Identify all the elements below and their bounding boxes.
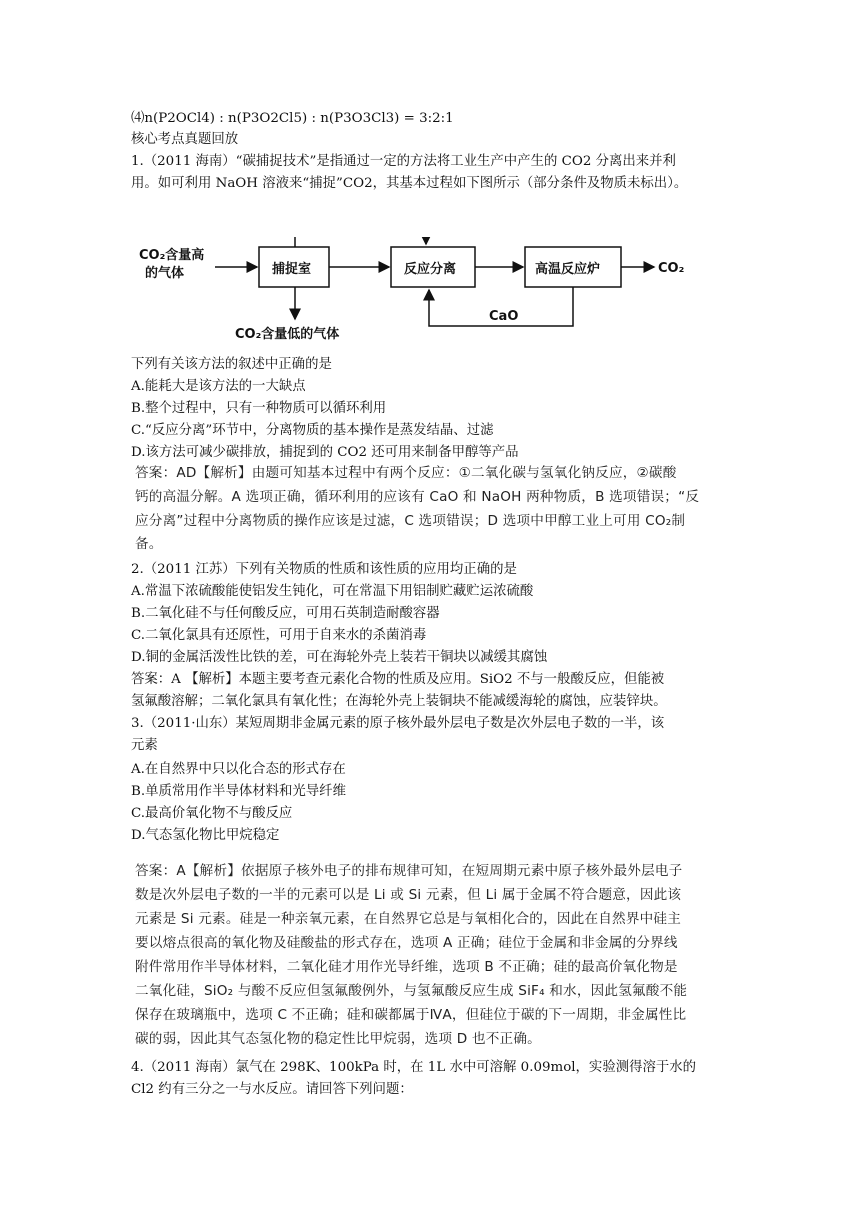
q3-answer-line-7: 保存在玻璃瓶中，选项 C 不正确；硅和碳都属于ⅣA，但硅位于碳的下一周期，非金属性比: [135, 1007, 687, 1023]
q4-stem-line-2: Cl2 约有三分之一与水反应。请回答下列问题：: [131, 1082, 413, 1097]
q1-option-b: B.整个过程中，只有一种物质可以循环利用: [131, 401, 387, 416]
q3-answer-line-5: 附件常用作半导体材料，二氧化硅才用作光导纤维，选项 B 不正确；硅的最高价氧化物是: [135, 959, 678, 975]
q2-answer-line-2: 氢氟酸溶解；二氧化氯具有氧化性；在海轮外壳上装铜块不能减缓海轮的腐蚀，应装锌块。: [131, 694, 667, 709]
q1-option-c: C.“反应分离”环节中，分离物质的基本操作是蒸发结晶、过滤: [131, 423, 494, 438]
diagram-bottom-output-label: CO₂含量低的气体: [235, 327, 340, 342]
q3-option-d: D.气态氢化物比甲烷稳定: [131, 828, 280, 843]
q1-stem-line-1: 1.（2011 海南）“碳捕捉技术”是指通过一定的方法将工业生产中产生的 CO2 分离出来并利: [131, 154, 676, 169]
q2-option-a: A.常温下浓硫酸能使铝发生钝化，可在常温下用铝制贮藏贮运浓硫酸: [131, 584, 534, 599]
section-title: 核心考点真题回放: [131, 132, 239, 147]
q1-stem-line-2: 用。如可利用 NaOH 溶液来“捕捉”CO2，其基本过程如下图所示（部分条件及物质未标出）。: [131, 176, 688, 191]
arrow-return-to-separation: [295, 237, 426, 247]
diagram-input-label-1: CO₂含量高: [139, 248, 205, 263]
q1-option-d: D.该方法可减少碳排放，捕捉到的 CO2 还可用来制备甲醇等产品: [131, 445, 519, 460]
diagram-output-label: CO₂: [658, 261, 685, 276]
q3-answer-line-2: 数是次外层电子数的一半的元素可以是 Li 或 Si 元素，但 Li 属于金属不符合题意，因此该: [135, 887, 682, 903]
reaction-separation-label: 反应分离: [404, 262, 457, 277]
q3-answer-line-1: 答案：A【解析】依据原子核外电子的排布规律可知，在短周期元素中原子核外最外层电子: [135, 863, 683, 879]
formula-line: ⑷n(P2OCl4) : n(P3O2Cl5) : n(P3O3Cl3) = 3:2:1: [131, 111, 454, 126]
q4-stem-line-1: 4.（2011 海南）氯气在 298K、100kPa 时，在 1L 水中可溶解 0.09mol，实验测得溶于水的: [131, 1060, 697, 1075]
diagram-recycle-label: CaO: [489, 309, 519, 324]
q3-option-b: B.单质常用作半导体材料和光导纤维: [131, 784, 346, 799]
q2-answer-line-1: 答案：A 【解析】本题主要考查元素化合物的性质及应用。SiO2 不与一般酸反应，但能被: [131, 672, 665, 687]
q1-answer-line-3: 应分离”过程中分离物质的操作应该是过滤，C 选项错误；D 选项中甲醇工业上可用 CO₂制: [135, 513, 686, 529]
diagram-input-label-2: 的气体: [145, 266, 185, 281]
q1-answer-line-2: 钙的高温分解。A 选项正确，循环利用的应该有 CaO 和 NaOH 两种物质，B 选项错误；“反: [135, 489, 700, 505]
q2-stem: 2.（2011 江苏）下列有关物质的性质和该性质的应用均正确的是: [131, 562, 517, 577]
q1-answer-line-4: 备。: [135, 536, 163, 552]
capture-chamber-label: 捕捉室: [272, 262, 312, 277]
furnace-label: 高温反应炉: [535, 262, 601, 277]
q3-stem-line-1: 3.（2011·山东）某短周期非金属元素的原子核外最外层电子数是次外层电子数的一半，该: [131, 716, 665, 731]
q2-option-d: D.铜的金属活泼性比铁的差，可在海轮外壳上装若干铜块以减缓其腐蚀: [131, 650, 548, 665]
q2-option-c: C.二氧化氯具有还原性，可用于自来水的杀菌消毒: [131, 628, 427, 643]
process-flow-diagram: [131, 237, 751, 349]
q3-stem-line-2: 元素: [131, 738, 158, 753]
q3-answer-line-8: 碳的弱，因此其气态氢化物的稳定性比甲烷弱，选项 D 也不正确。: [135, 1031, 541, 1047]
q1-option-a: A.能耗大是该方法的一大缺点: [131, 379, 306, 394]
q3-answer-line-6: 二氧化硅，SiO₂ 与酸不反应但氢氟酸例外，与氢氟酸反应生成 SiF₄ 和水，因此氢氟酸不能: [135, 983, 688, 999]
q2-option-b: B.二氧化硅不与任何酸反应，可用石英制造耐酸容器: [131, 606, 440, 621]
q3-answer-line-4: 要以熔点很高的氧化物及硅酸盐的形式存在，选项 A 正确；硅位于金属和非金属的分界线: [135, 935, 678, 951]
q3-option-a: A.在自然界中只以化合态的形式存在: [131, 762, 346, 777]
q3-answer-line-3: 元素是 Si 元素。硅是一种亲氧元素，在自然界它总是与氧相化合的，因此在自然界中硅主: [135, 911, 682, 927]
q3-option-c: C.最高价氧化物不与酸反应: [131, 806, 293, 821]
q1-question: 下列有关该方法的叙述中正确的是: [131, 357, 332, 372]
q1-answer-line-1: 答案：AD【解析】由题可知基本过程中有两个反应：①二氧化碳与氢氧化钠反应，②碳酸: [135, 465, 677, 481]
